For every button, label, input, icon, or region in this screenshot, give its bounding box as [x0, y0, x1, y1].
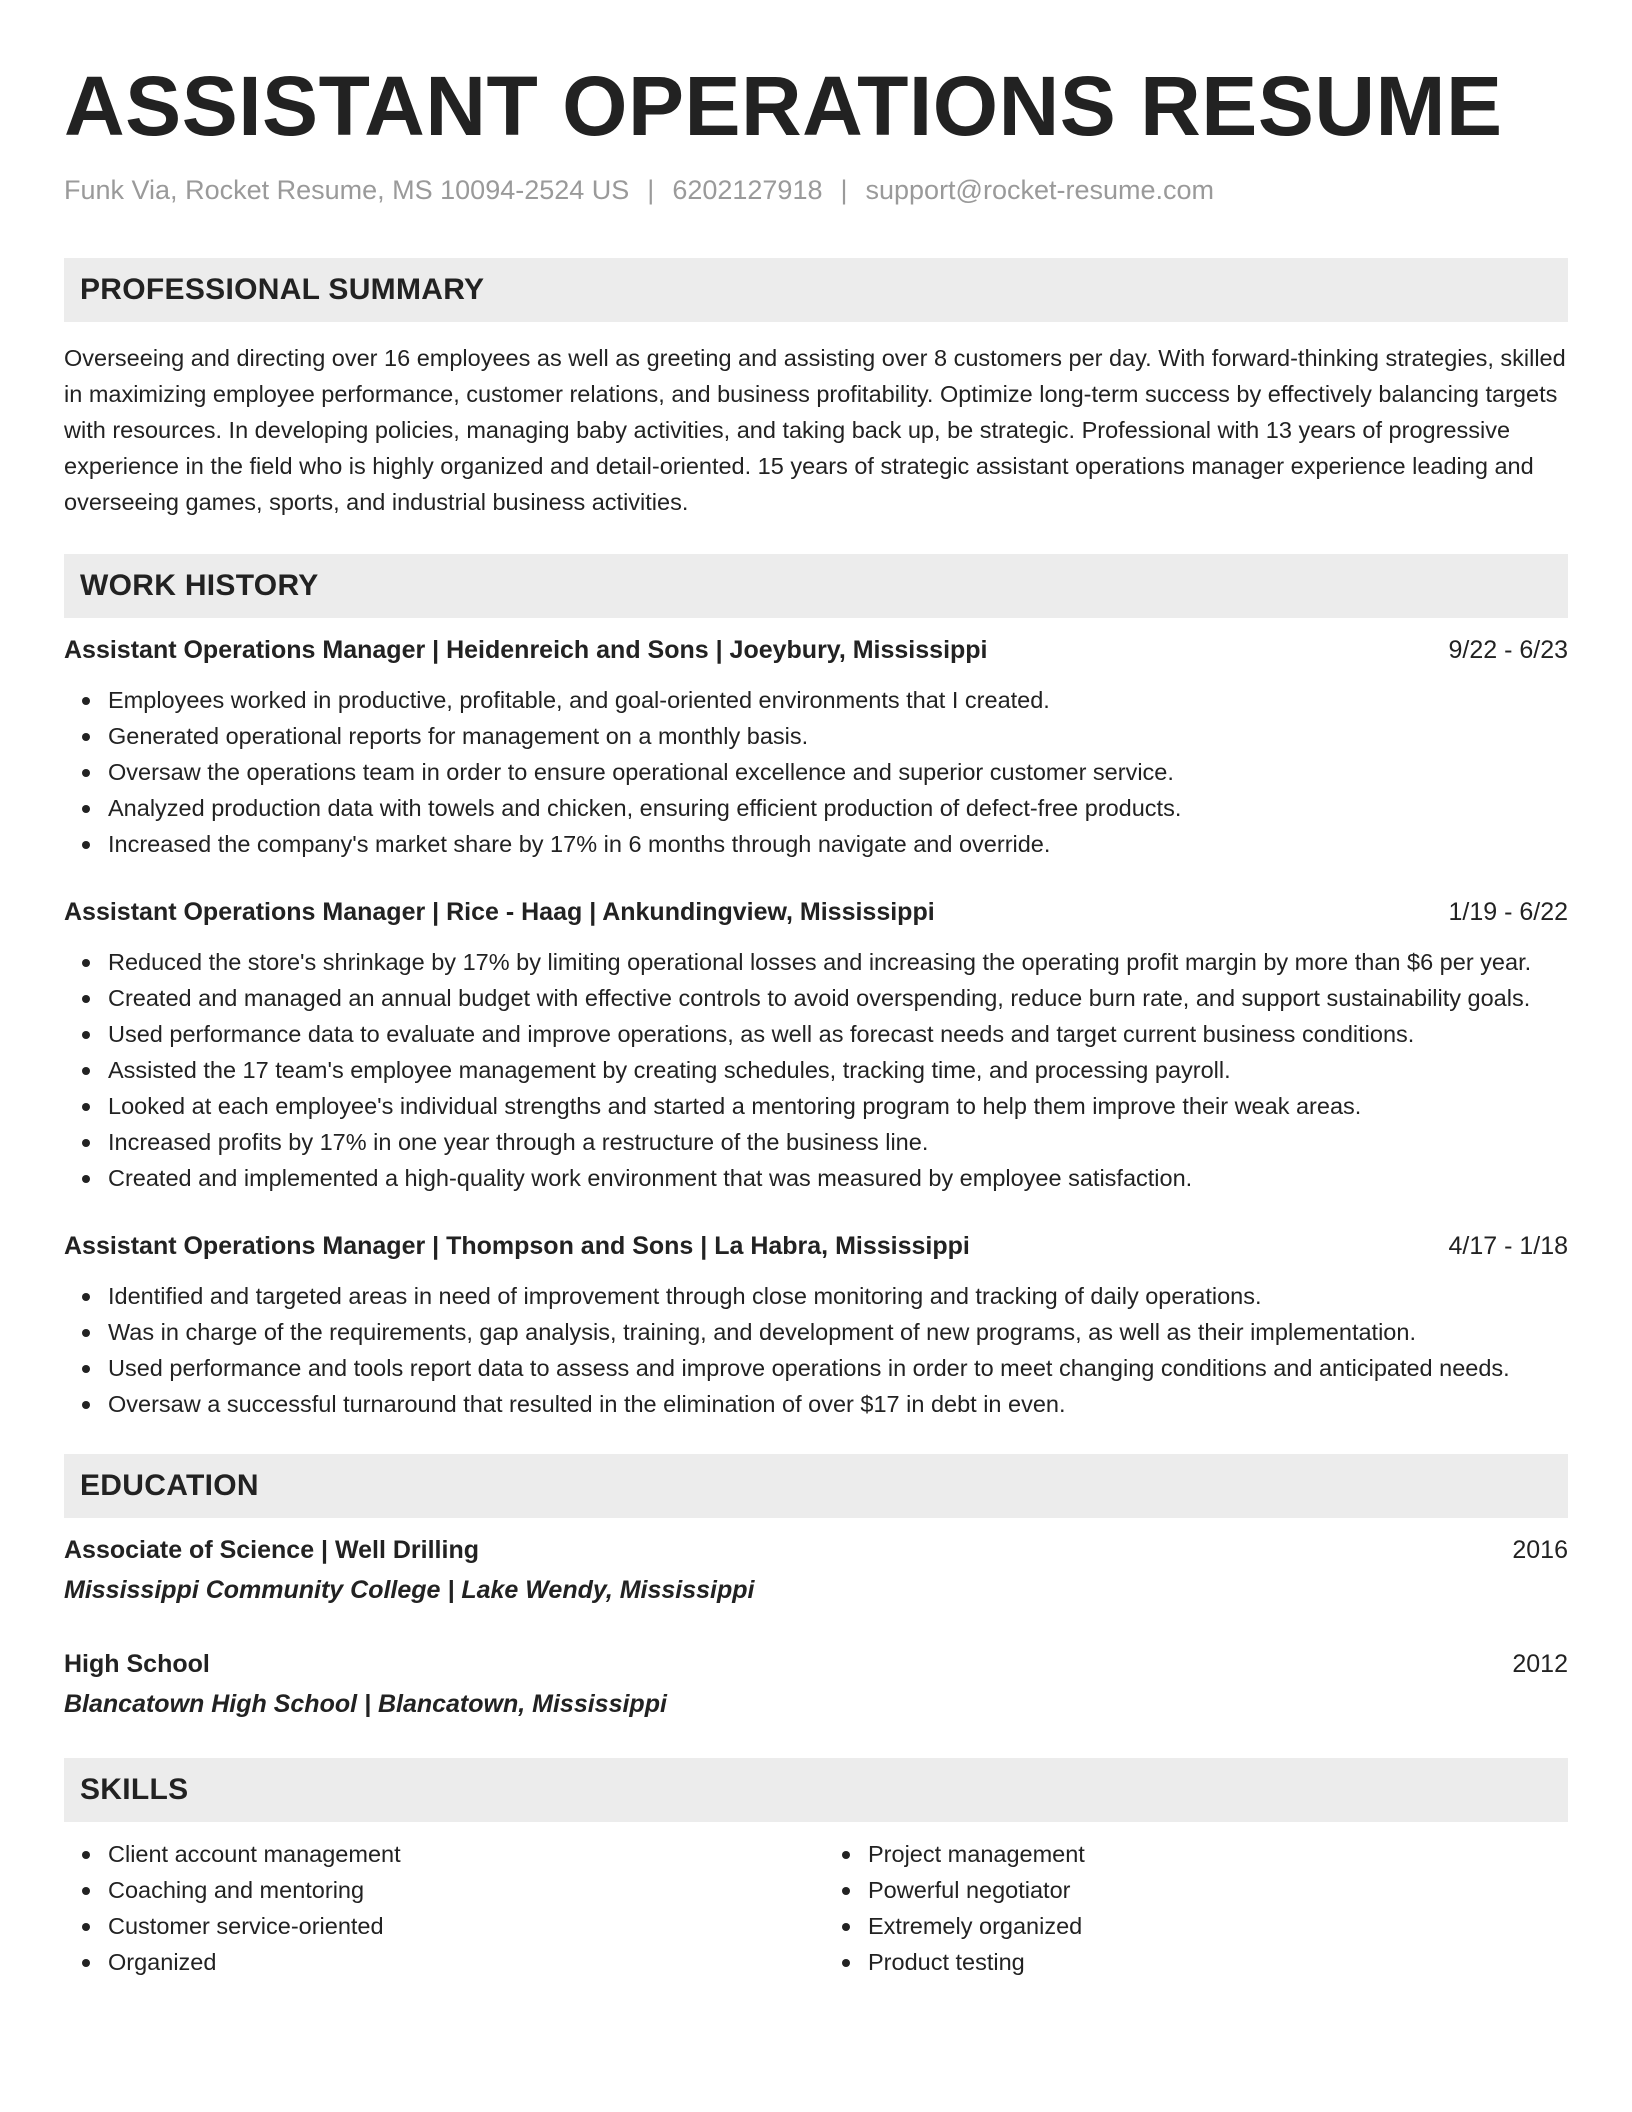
skills-list-right [808, 1836, 1568, 1980]
job-entry [64, 894, 1568, 1196]
job-bullet: Created and implemented a high-quality work environment that was measured by employee satisfaction. [108, 1160, 1568, 1196]
job-bullet: Oversaw a successful turnaround that resulted in the elimination of over $17 in debt in even. [108, 1386, 1568, 1422]
contact-address: Funk Via, Rocket Resume, MS 10094-2524 US [64, 175, 630, 205]
education-entry [64, 1532, 1568, 1608]
skill-item: Product testing [868, 1944, 1568, 1980]
skill-item: Organized [108, 1944, 808, 1980]
job-bullet: Oversaw the operations team in order to ensure operational excellence and superior customer service. [108, 754, 1568, 790]
section-header-education: EDUCATION [64, 1454, 1568, 1518]
section-header-skills: SKILLS [64, 1758, 1568, 1822]
job-header [64, 1228, 1568, 1264]
job-title: Assistant Operations Manager | Thompson and Sons | La Habra, Mississippi [64, 1232, 970, 1260]
job-entry [64, 632, 1568, 862]
skill-item: Extremely organized [868, 1908, 1568, 1944]
education-header [64, 1532, 1568, 1568]
education-degree: High School [64, 1650, 210, 1678]
contact-separator: | [840, 175, 848, 205]
job-header [64, 894, 1568, 930]
resume-title: ASSISTANT OPERATIONS RESUME [64, 59, 1503, 153]
skill-item: Client account management [108, 1836, 808, 1872]
education-year: 2012 [1512, 1650, 1568, 1678]
education-year: 2016 [1512, 1536, 1568, 1564]
job-bullet: Analyzed production data with towels and chicken, ensuring efficient production of defect-free products. [108, 790, 1568, 826]
job-bullet-list [64, 944, 1568, 1196]
skill-item: Powerful negotiator [868, 1872, 1568, 1908]
job-bullet: Used performance and tools report data to assess and improve operations in order to meet changing conditions and anticipated needs. [108, 1350, 1568, 1386]
contact-separator: | [647, 175, 655, 205]
section-header-work-history: WORK HISTORY [64, 554, 1568, 618]
education-degree: Associate of Science | Well Drilling [64, 1536, 479, 1564]
education-entry [64, 1646, 1568, 1722]
job-dates: 4/17 - 1/18 [1448, 1232, 1568, 1260]
skills-list-left [64, 1836, 808, 1980]
job-dates: 9/22 - 6/23 [1448, 636, 1568, 664]
job-bullet: Assisted the 17 team's employee management by creating schedules, tracking time, and processing payroll. [108, 1052, 1568, 1088]
job-title: Assistant Operations Manager | Heidenreich and Sons | Joeybury, Mississippi [64, 636, 988, 664]
job-bullet-list [64, 682, 1568, 862]
job-bullet: Identified and targeted areas in need of improvement through close monitoring and tracking of daily operations. [108, 1278, 1568, 1314]
contact-phone: 6202127918 [672, 175, 823, 205]
job-bullet: Increased profits by 17% in one year through a restructure of the business line. [108, 1124, 1568, 1160]
job-bullet: Created and managed an annual budget with effective controls to avoid overspending, reduce burn rate, and support sustainability goals. [108, 980, 1568, 1016]
summary-paragraph: Overseeing and directing over 16 employees as well as greeting and assisting over 8 customers per day. With forward-thinking strategies, skilled in maximizing employee performance, customer relations, and business profitability. Optimize long-term success by effectively balancing targets with resources. In developing policies, managing baby activities, and taking back up, be strategic. Professional with 13 years of progressive experience in the field who is highly organized and detail-oriented. 15 years of strategic assistant operations manager experience leading and overseeing games, sports, and industrial business activities. [64, 345, 1566, 515]
job-bullet: Used performance data to evaluate and improve operations, as well as forecast needs and target current business conditions. [108, 1016, 1568, 1052]
job-bullet: Looked at each employee's individual strengths and started a mentoring program to help them improve their weak areas. [108, 1088, 1568, 1124]
job-bullet-list [64, 1278, 1568, 1422]
job-bullet: Generated operational reports for management on a monthly basis. [108, 718, 1568, 754]
education-school: Mississippi Community College | Lake Wendy, Mississippi [64, 1576, 755, 1604]
job-bullet: Increased the company's market share by 17% in 6 months through navigate and override. [108, 826, 1568, 862]
education-header [64, 1646, 1568, 1682]
skills-columns [64, 1836, 1568, 1980]
contact-line [64, 172, 1568, 208]
contact-email: support@rocket-resume.com [865, 175, 1215, 205]
job-dates: 1/19 - 6/22 [1448, 898, 1568, 926]
education-school: Blancatown High School | Blancatown, Mississippi [64, 1690, 667, 1718]
skill-item: Project management [868, 1836, 1568, 1872]
job-entry [64, 1228, 1568, 1422]
job-bullet: Reduced the store's shrinkage by 17% by limiting operational losses and increasing the operating profit margin by more than $6 per year. [108, 944, 1568, 980]
job-title: Assistant Operations Manager | Rice - Haag | Ankundingview, Mississippi [64, 898, 935, 926]
skill-item: Customer service-oriented [108, 1908, 808, 1944]
skill-item: Coaching and mentoring [108, 1872, 808, 1908]
job-bullet: Was in charge of the requirements, gap analysis, training, and development of new programs, as well as their implementation. [108, 1314, 1568, 1350]
job-bullet: Employees worked in productive, profitable, and goal-oriented environments that I created. [108, 682, 1568, 718]
section-header-summary: PROFESSIONAL SUMMARY [64, 258, 1568, 322]
job-header [64, 632, 1568, 668]
